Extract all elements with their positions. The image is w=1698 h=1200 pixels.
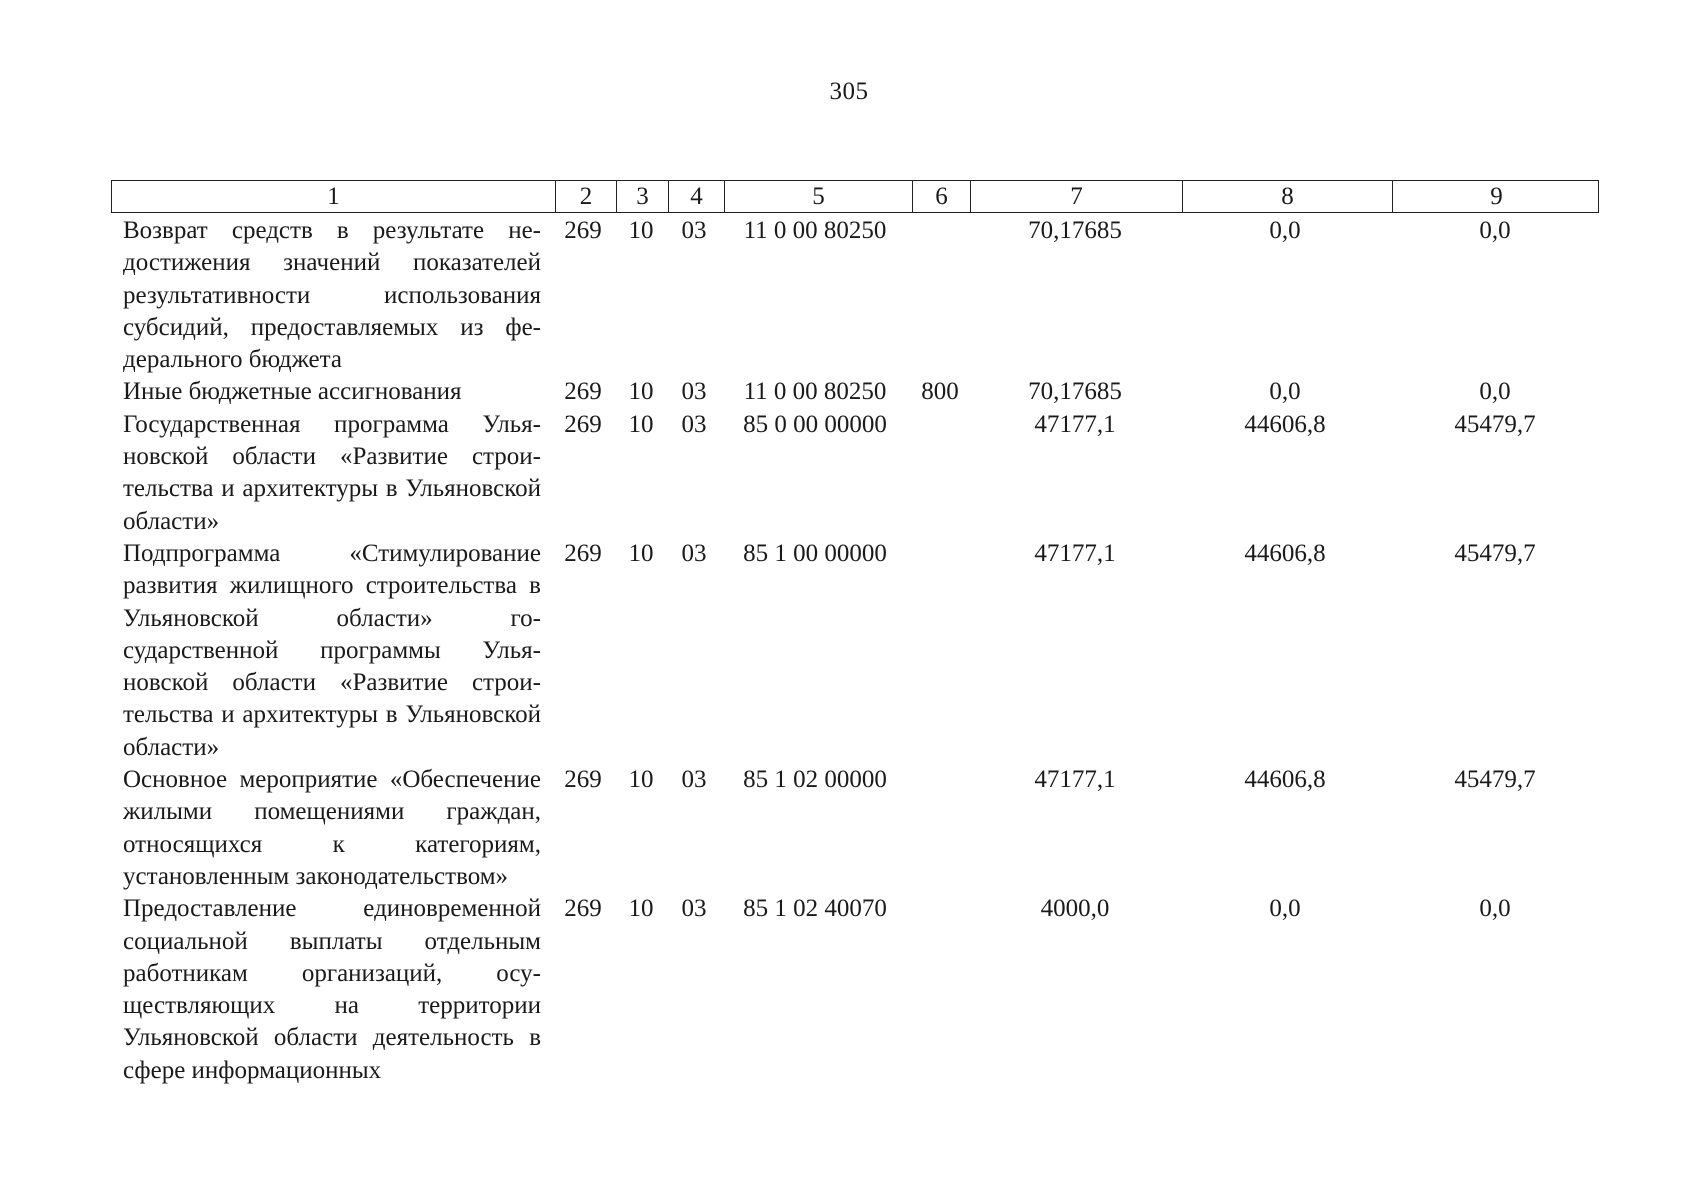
- row-target-article: 11 0 00 80250: [743, 378, 887, 406]
- row-amount-1: 70,17685: [1028, 217, 1122, 244]
- row-subsection: 03: [681, 539, 707, 567]
- table-row: [0, 538, 1698, 764]
- row-section: 10: [628, 766, 654, 794]
- row-subsection: 03: [681, 378, 707, 406]
- row-target-article: 85 1 00 00000: [743, 539, 887, 567]
- row-amount-1: 47177,1: [1034, 410, 1116, 438]
- header-col-5: 5: [724, 181, 912, 212]
- row-name: Возврат средств в результате недостижения значений показателей результативности использования субсидий, предоставляемых из федерального бюджета: [123, 217, 541, 374]
- row-name: Подпрограмма «Стимулирование развития жилищного строительства в Ульяновской области» государственной программы Ульяновской области «Развитие строительства и архитектуры в Ульяновской области»: [123, 539, 541, 761]
- row-section: 10: [628, 378, 654, 406]
- row-amount-3: 0,0: [1479, 217, 1511, 244]
- row-subsection: 03: [681, 410, 707, 438]
- row-name: Предоставление единовременной социальной выплаты отдельным работникам организаций, осуществляющих на территории Ульяновской области деятельность в сфере информационных: [123, 895, 541, 1084]
- row-amount-1: 47177,1: [1034, 766, 1116, 794]
- table-row: [0, 215, 1698, 376]
- row-name: Иные бюджетные ассигнования: [123, 378, 462, 406]
- header-col-9: 9: [1392, 181, 1600, 212]
- table-row: [0, 376, 1698, 408]
- row-amount-1: 4000,0: [1040, 895, 1110, 923]
- row-amount-3: 45479,7: [1454, 766, 1536, 794]
- table-body: [0, 215, 1698, 1087]
- row-expense-type: 800: [921, 378, 959, 406]
- row-admin-code: 269: [564, 895, 602, 923]
- table-row: [0, 893, 1698, 1087]
- row-subsection: 03: [681, 766, 707, 794]
- row-section: 10: [628, 217, 654, 244]
- row-section: 10: [628, 895, 654, 923]
- row-amount-2: 44606,8: [1244, 766, 1326, 794]
- row-subsection: 03: [681, 217, 707, 244]
- row-admin-code: 269: [564, 539, 602, 567]
- row-amount-2: 44606,8: [1244, 539, 1326, 567]
- row-subsection: 03: [681, 895, 707, 923]
- row-amount-2: 44606,8: [1244, 410, 1326, 438]
- row-section: 10: [628, 410, 654, 438]
- row-target-article: 85 1 02 00000: [743, 766, 887, 794]
- row-target-article: 11 0 00 80250: [743, 217, 887, 244]
- header-col-2: 2: [555, 181, 616, 212]
- row-amount-3: 0,0: [1479, 378, 1511, 406]
- header-col-8: 8: [1182, 181, 1392, 212]
- row-admin-code: 269: [564, 378, 602, 406]
- row-target-article: 85 1 02 40070: [743, 895, 887, 923]
- header-col-4: 4: [668, 181, 724, 212]
- header-col-1: 1: [327, 183, 340, 210]
- page-number: 305: [829, 78, 869, 105]
- row-admin-code: 269: [564, 766, 602, 794]
- row-amount-2: 0,0: [1269, 378, 1301, 406]
- row-amount-3: 45479,7: [1454, 539, 1536, 567]
- row-amount-2: 0,0: [1269, 217, 1301, 244]
- header-col-3: 3: [616, 181, 668, 212]
- row-admin-code: 269: [564, 217, 602, 244]
- table-header-row: [111, 180, 1599, 213]
- table-row: [0, 409, 1698, 538]
- row-amount-2: 0,0: [1269, 895, 1301, 923]
- table-row: [0, 764, 1698, 893]
- row-name: Основное мероприятие «Обеспечение жилыми помещениями граждан, относящихся к категориям, установленным законодательством»: [123, 766, 541, 890]
- row-section: 10: [628, 539, 654, 567]
- row-amount-3: 0,0: [1479, 895, 1511, 923]
- row-amount-3: 45479,7: [1454, 410, 1536, 438]
- row-name: Государственная программа Ульяновской области «Развитие строительства и архитектуры в Ульяновской области»: [123, 410, 541, 535]
- row-amount-1: 47177,1: [1034, 539, 1116, 567]
- header-col-6: 6: [912, 181, 970, 212]
- header-col-7: 7: [970, 181, 1182, 212]
- row-admin-code: 269: [564, 410, 602, 438]
- row-target-article: 85 0 00 00000: [743, 410, 887, 438]
- row-amount-1: 70,17685: [1028, 378, 1122, 406]
